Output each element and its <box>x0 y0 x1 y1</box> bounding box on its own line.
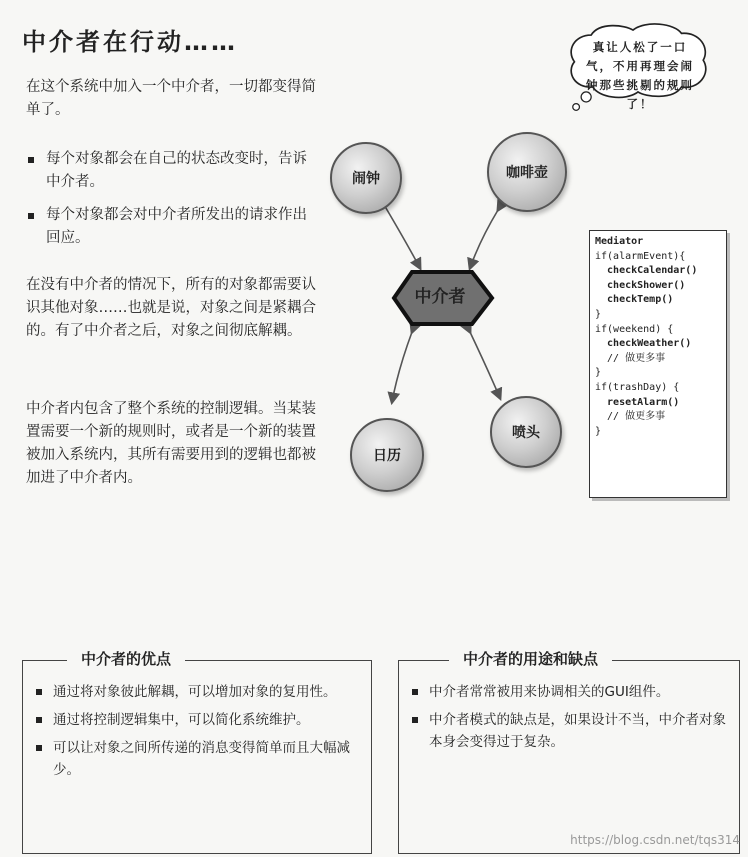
arrow-alarm <box>380 198 420 268</box>
code-line: checkShower() <box>595 279 686 291</box>
code-title: Mediator <box>595 236 644 247</box>
mediator-label: 中介者 <box>414 287 466 307</box>
code-line: checkWeather() <box>595 338 692 350</box>
code-line: if(alarmEvent){ <box>595 250 686 262</box>
page-title: 中介者在行动…… <box>22 28 238 56</box>
arrow-coffee <box>470 210 498 268</box>
uses-title: 中介者的用途和缺点 <box>449 648 612 669</box>
code-line: resetAlarm() <box>595 396 680 408</box>
code-line: } <box>595 425 602 437</box>
bullet-item: 每个对象都会在自己的状态改变时，告诉中介者。 <box>26 148 316 194</box>
mediator-code-box <box>589 230 727 498</box>
thought-bubble-text: 真让人松了一口气，不用再理会闹钟那些挑剔的规则了！ <box>586 40 694 111</box>
code-line: checkTemp() <box>595 294 674 306</box>
list-item: 中介者模式的缺点是，如果设计不当，中介者对象本身会变得过于复杂。 <box>409 709 727 753</box>
advantages-list <box>33 681 357 781</box>
notify-bullet-list <box>26 148 316 260</box>
code-line: } <box>595 308 602 320</box>
code-line: // 做更多事 <box>595 411 666 423</box>
coffee-pot-node: 咖啡壶 <box>487 132 567 212</box>
control-logic-paragraph: 中介者内包含了整个系统的控制逻辑。当某装置需要一个新的规则时，或者是一个新的装置被加入系统内，其所有需要用到的逻辑也都被加进了中介者内。 <box>26 401 316 486</box>
shower-node: 喷头 <box>490 396 562 468</box>
list-item: 通过将控制逻辑集中，可以简化系统维护。 <box>33 709 357 731</box>
uses-list <box>409 681 727 753</box>
list-item: 中介者常常被用来协调相关的GUI组件。 <box>409 681 727 703</box>
calendar-node: 日历 <box>350 418 424 492</box>
advantages-title: 中介者的优点 <box>67 648 185 669</box>
list-item: 可以让对象之间所传递的消息变得简单而且大幅减少。 <box>33 737 357 781</box>
coupling-paragraph: 在没有中介者的情况下，所有的对象都需要认识其他对象……也就是说，对象之间是紧耦合的。有了中介者之后，对象之间彻底解耦。 <box>26 277 316 339</box>
bullet-item: 每个对象都会对中介者所发出的请求作出回应。 <box>26 204 316 250</box>
intro-paragraph: 在这个系统中加入一个中介者，一切都变得简单了。 <box>26 79 316 118</box>
uses-box <box>398 650 740 854</box>
code-line: if(trashDay) { <box>595 381 680 393</box>
arrow-shower <box>470 332 500 398</box>
code-line: // 做更多事 <box>595 352 666 364</box>
watermark: https://blog.csdn.net/tqs314 <box>570 833 740 847</box>
arrow-calendar <box>392 332 412 402</box>
list-item: 通过将对象彼此解耦，可以增加对象的复用性。 <box>33 681 357 703</box>
code-line: checkCalendar() <box>595 265 698 277</box>
advantages-box <box>22 650 372 854</box>
alarm-node: 闹钟 <box>330 142 402 214</box>
code-line: } <box>595 367 602 379</box>
code-line: if(weekend) { <box>595 323 674 335</box>
